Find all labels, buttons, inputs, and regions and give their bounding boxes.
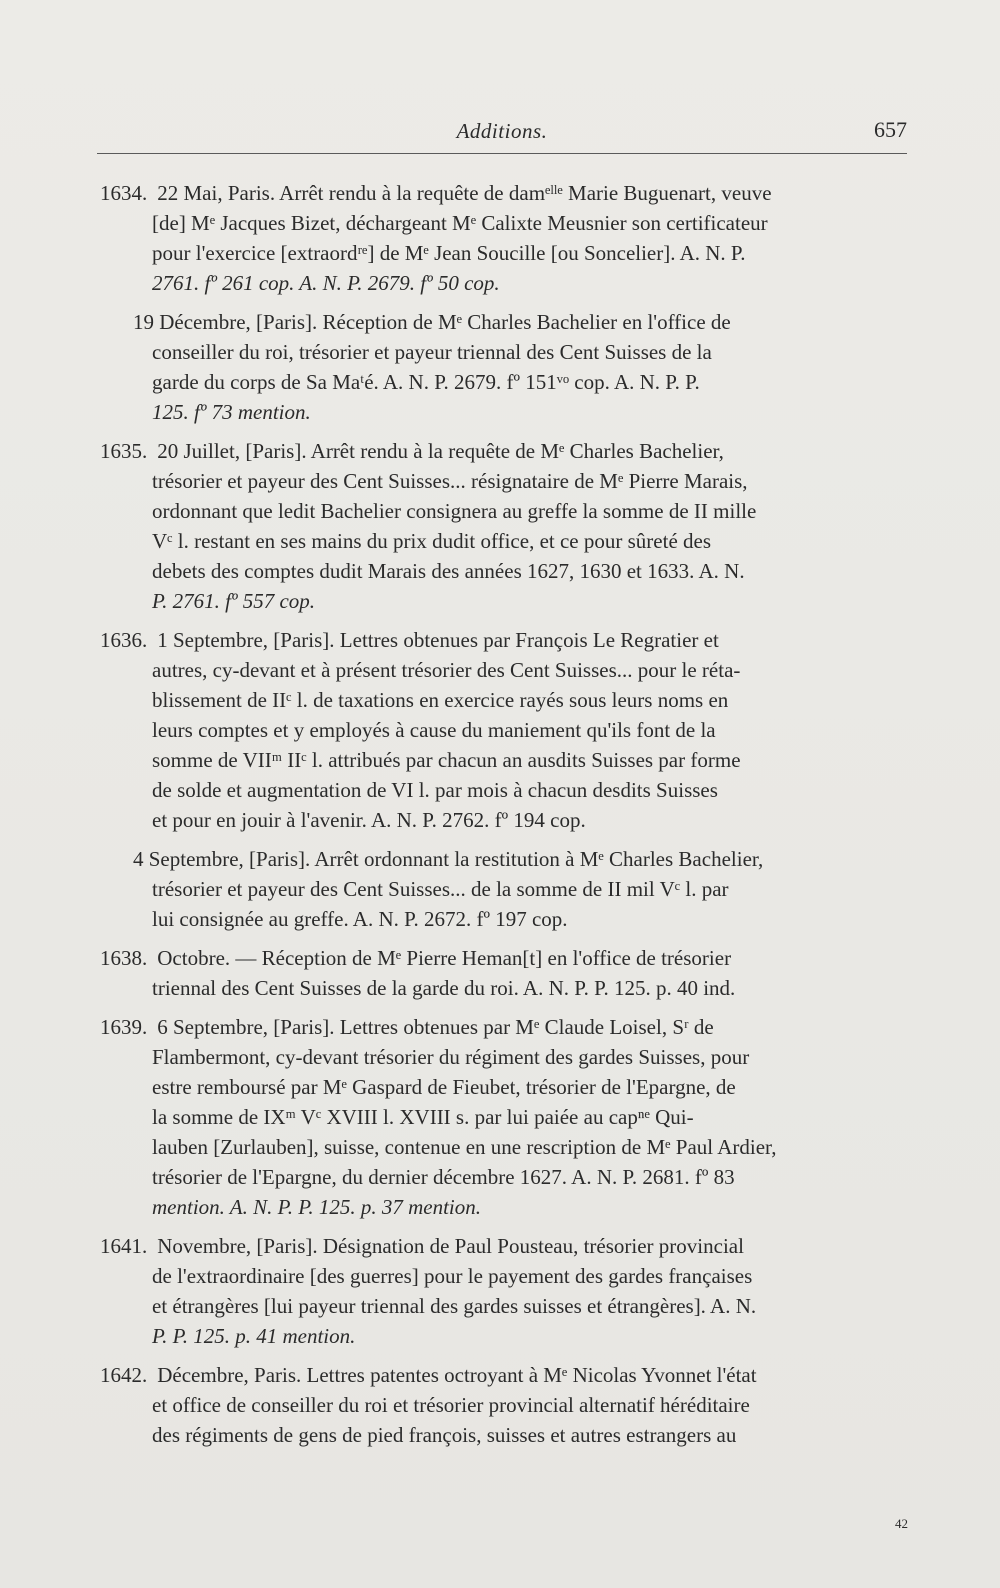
entry-line: et pour en jouir à l'avenir. A. N. P. 2762. fº 194 cop. [152,808,586,832]
entry-line: 4 Septembre, [Paris]. Arrêt ordonnant la restitution à Mᵉ Charles Bachelier, [133,847,764,871]
entry-1635 [100,436,907,616]
entry-line: P. 2761. fº 557 cop. [152,589,316,613]
text-body [100,178,907,1459]
entry-line: blissement de IIᶜ l. de taxations en exercice rayés sous leurs noms en [152,688,729,712]
entry-line: triennal des Cent Suisses de la garde du roi. A. N. P. P. 125. p. 40 ind. [152,976,736,1000]
entry-line: 20 Juillet, [Paris]. Arrêt rendu à la requête de Mᵉ Charles Bachelier, [157,439,724,463]
entry-year: 1634. [100,181,148,205]
entry-line: somme de VIIᵐ IIᶜ l. attribués par chacun an ausdits Suisses par forme [152,748,741,772]
entry-line: [de] Mᵉ Jacques Bizet, déchargeant Mᵉ Calixte Meusnier son certificateur [152,211,768,235]
entry-line: 22 Mai, Paris. Arrêt rendu à la requête de damᵉˡˡᵉ Marie Buguenart, veuve [157,181,772,205]
entry-line: 2761. fº 261 cop. A. N. P. 2679. fº 50 cop. [152,271,500,295]
entry-line: et étrangères [lui payeur triennal des gardes suisses et étrangères]. A. N. [152,1294,757,1318]
entry-line: P. P. 125. p. 41 mention. [152,1324,356,1348]
entry-1634-december [100,307,907,427]
entry-line: conseiller du roi, trésorier et payeur triennal des Cent Suisses de la [152,340,712,364]
entry-line: Décembre, Paris. Lettres patentes octroyant à Mᵉ Nicolas Yvonnet l'état [157,1363,757,1387]
entry-line: trésorier et payeur des Cent Suisses... de la somme de II mil Vᶜ l. par [152,877,729,901]
entry-line: ordonnant que ledit Bachelier consignera au greffe la somme de II mille [152,499,757,523]
entry-1636-september-4 [100,844,907,934]
entry-line: 19 Décembre, [Paris]. Réception de Mᵉ Charles Bachelier en l'office de [133,310,731,334]
entry-line: la somme de IXᵐ Vᶜ XVIII l. XVIII s. par lui paiée au capⁿᵉ Qui- [152,1105,694,1129]
entry-line: Octobre. — Réception de Mᵉ Pierre Heman[t] en l'office de trésorier [157,946,732,970]
entry-line: 125. fº 73 mention. [152,400,311,424]
entry-line: leurs comptes et y employés à cause du maniement qu'ils font de la [152,718,716,742]
entry-line: et office de conseiller du roi et trésorier provincial alternatif héréditaire [152,1393,750,1417]
signature-mark: 42 [895,1516,908,1531]
entry-line: trésorier et payeur des Cent Suisses... résignataire de Mᵉ Pierre Marais, [152,469,748,493]
running-title: Additions. [456,119,548,143]
entry-line: mention. A. N. P. P. 125. p. 37 mention. [152,1195,482,1219]
entry-year: 1642. [100,1363,148,1387]
entry-1641 [100,1231,907,1351]
entry-year: 1636. [100,628,148,652]
entry-1638 [100,943,907,1003]
page-number: 657 [874,117,907,142]
entry-line: autres, cy-devant et à présent trésorier des Cent Suisses... pour le réta- [152,658,741,682]
entry-line: 6 Septembre, [Paris]. Lettres obtenues par Mᵉ Claude Loisel, Sʳ de [157,1015,714,1039]
entry-line: 1 Septembre, [Paris]. Lettres obtenues par François Le Regratier et [157,628,719,652]
entry-line: estre remboursé par Mᵉ Gaspard de Fieubet, trésorier de l'Epargne, de [152,1075,736,1099]
entry-1634 [100,178,907,298]
entry-line: lui consignée au greffe. A. N. P. 2672. fº 197 cop. [152,907,568,931]
entry-1642 [100,1360,907,1450]
entry-line: des régiments de gens de pied françois, suisses et autres estrangers au [152,1423,737,1447]
entry-year: 1639. [100,1015,148,1039]
entry-line: de solde et augmentation de VI l. par mois à chacun desdits Suisses [152,778,718,802]
entry-line: Novembre, [Paris]. Désignation de Paul Pousteau, trésorier provincial [157,1234,744,1258]
entry-line: de l'extraordinaire [des guerres] pour le payement des gardes françaises [152,1264,753,1288]
entry-line: debets des comptes dudit Marais des années 1627, 1630 et 1633. A. N. [152,559,745,583]
entry-year: 1635. [100,439,148,463]
entry-1639 [100,1012,907,1222]
entry-line: pour l'exercice [extraordʳᵉ] de Mᵉ Jean Soucille [ou Soncelier]. A. N. P. [152,241,746,265]
entry-line: garde du corps de Sa Maᵗé. A. N. P. 2679. fº 151ᵛᵒ cop. A. N. P. P. [152,370,700,394]
entry-1636 [100,625,907,835]
entry-line: Flambermont, cy-devant trésorier du régiment des gardes Suisses, pour [152,1045,750,1069]
entry-line: Vᶜ l. restant en ses mains du prix dudit office, et ce pour sûreté des [152,529,712,553]
page-header [97,113,907,154]
entry-year: 1641. [100,1234,148,1258]
entry-year: 1638. [100,946,148,970]
entry-line: lauben [Zurlauben], suisse, contenue en une rescription de Mᵉ Paul Ardier, [152,1135,777,1159]
entry-line: trésorier de l'Epargne, du dernier décembre 1627. A. N. P. 2681. fº 83 [152,1165,735,1189]
